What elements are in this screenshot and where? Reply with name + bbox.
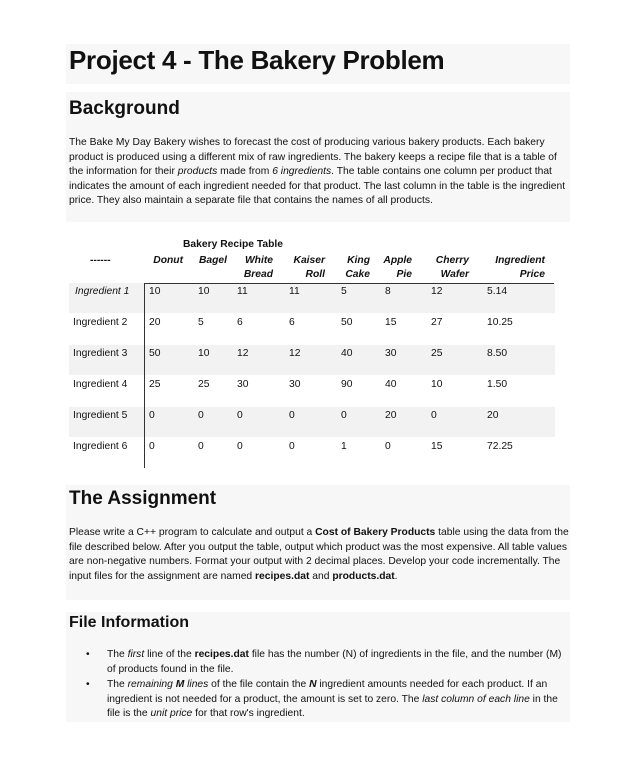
row-header-rule — [144, 283, 145, 468]
page-title: Project 4 - The Bakery Problem — [69, 45, 445, 75]
row-label: Ingredient 3 — [73, 348, 128, 359]
col-header-donut: Donut — [153, 255, 183, 266]
row-stripe — [69, 283, 555, 313]
assignment-heading: The Assignment — [69, 488, 217, 509]
table-cell: 15 — [431, 441, 443, 452]
table-cell: 25 — [198, 379, 210, 390]
table-cell: 40 — [385, 379, 397, 390]
table-cell: 0 — [289, 410, 295, 421]
row-label: Ingredient 2 — [73, 317, 128, 328]
table-cell: 5.14 — [487, 286, 508, 297]
table-cell: 30 — [289, 379, 301, 390]
table-cell: 1.50 — [487, 379, 508, 390]
col-header-white-bread: White Bread — [243, 255, 273, 280]
table-cell: 40 — [341, 348, 353, 359]
table-cell: 20 — [149, 317, 161, 328]
table-cell: 6 — [289, 317, 295, 328]
col-header-apple-pie: Apple Pie — [383, 255, 412, 280]
table-cell: 6 — [237, 317, 243, 328]
row-stripe — [69, 345, 555, 375]
table-cell: 5 — [341, 286, 347, 297]
table-cell: 72.25 — [487, 441, 513, 452]
table-cell: 0 — [149, 410, 155, 421]
table-cell: 10 — [198, 348, 210, 359]
table-cell: 10 — [198, 286, 210, 297]
table-cell: 25 — [431, 348, 443, 359]
table-cell: 20 — [385, 410, 397, 421]
table-cell: 12 — [431, 286, 443, 297]
table-cell: 0 — [198, 410, 204, 421]
table-cell: 0 — [237, 410, 243, 421]
col-header-king-cake: King Cake — [345, 255, 370, 280]
file-info-list — [86, 648, 571, 723]
list-item: • The first line of the recipes.dat file has the number (N) of ingredients in the file, and the number (M) of products found in the file. — [86, 648, 571, 677]
table-cell: 10.25 — [487, 317, 513, 328]
table-cell: 12 — [289, 348, 301, 359]
table-cell: 11 — [289, 286, 300, 297]
table-cell: 0 — [198, 441, 204, 452]
table-cell: 27 — [431, 317, 443, 328]
table-cell: 50 — [149, 348, 161, 359]
row-label: Ingredient 6 — [73, 441, 128, 452]
row-stripe — [69, 407, 555, 437]
col-header-cherry-wafer: Cherry Wafer — [435, 255, 469, 280]
background-heading: Background — [69, 98, 180, 119]
assignment-paragraph: Please write a C++ program to calculate and output a Cost of Bakery Products table using the data from the file described below. After you output the table, output which product was the most expensive. All table values are non-negative numbers. Format your output with 2 decimal places. Develop your code incrementally. The input files for the assignment are named recipes.dat and products.dat. — [69, 527, 569, 582]
table-cell: 15 — [385, 317, 397, 328]
table-cell: 0 — [149, 441, 155, 452]
table-cell: 90 — [341, 379, 353, 390]
col-header-bagel: Bagel — [198, 255, 227, 266]
table-cell: 10 — [431, 379, 443, 390]
file-info-heading: File Information — [69, 614, 189, 631]
table-cell: 8.50 — [487, 348, 508, 359]
table-cell: 0 — [289, 441, 295, 452]
table-cell: 12 — [237, 348, 249, 359]
table-cell: 10 — [149, 286, 161, 297]
table-corner: ------ — [90, 255, 111, 266]
table-cell: 0 — [431, 410, 437, 421]
table-cell: 25 — [149, 379, 161, 390]
background-paragraph: The Bake My Day Bakery wishes to forecast the cost of producing various bakery products. Each bakery product is produced using a different mix of raw ingredients. The bakery keeps a recipe file that is a table of the information for their products made from 6 ingredients. The table contains one column per product that indicates the amount of each ingredient needed for that product. The last column in the table is the ingredient price. They also maintain a separate file that contains the names of all products. — [69, 137, 566, 207]
col-header-ingredient-price: Ingredient Price — [495, 255, 545, 280]
table-cell: 30 — [237, 379, 249, 390]
table-cell: 8 — [385, 286, 391, 297]
table-cell: 0 — [341, 410, 347, 421]
table-cell: 50 — [341, 317, 353, 328]
table-cell: 0 — [385, 441, 391, 452]
table-cell: 20 — [487, 410, 499, 421]
table-cell: 5 — [198, 317, 204, 328]
row-label: Ingredient 1 — [75, 286, 130, 297]
table-cell: 0 — [237, 441, 243, 452]
row-label: Ingredient 5 — [73, 410, 128, 421]
list-item: • The remaining M lines of the file contain the N ingredient amounts needed for each product. If an ingredient is not needed for a product, the amount is set to zero. The last column of each line in the file is the unit price for that row's ingredient. — [86, 678, 571, 722]
table-title: Bakery Recipe Table — [183, 239, 283, 250]
table-cell: 1 — [341, 441, 347, 452]
table-cell: 30 — [385, 348, 397, 359]
row-label: Ingredient 4 — [73, 379, 128, 390]
header-rule — [144, 283, 554, 284]
col-header-kaiser-roll: Kaiser Roll — [293, 255, 325, 280]
table-cell: 11 — [237, 286, 248, 297]
